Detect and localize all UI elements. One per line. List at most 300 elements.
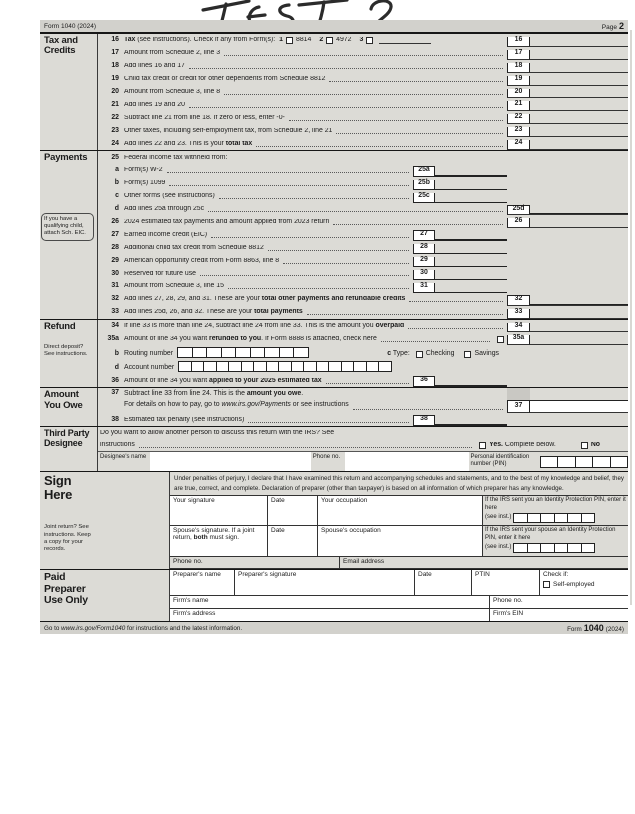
section-tax-and-credits	[40, 34, 628, 150]
line-33-text: Add lines 25d, 26, and 32. These are your	[124, 309, 255, 316]
line-21-box-label: 21	[507, 101, 530, 111]
firm-phone-field[interactable]	[490, 596, 628, 608]
line-25d-text: Add lines 25a through 25c	[124, 206, 205, 213]
line-22-row	[98, 111, 628, 124]
form-sheet	[40, 20, 628, 634]
line-28-text: Additional child tax credit from Schedule 8812	[124, 244, 264, 251]
line-24-box-label: 24	[507, 140, 530, 150]
checkbox-checking[interactable]	[416, 351, 423, 358]
line-20-number: 20	[111, 88, 119, 96]
line-25c-amount-field[interactable]	[435, 202, 507, 203]
line-27-amount-field[interactable]	[435, 239, 507, 241]
line-25c-text: Other forms (see instructions)	[124, 193, 215, 200]
line-30-text: Reserved for future use	[124, 270, 197, 277]
footer-form-word: Form	[567, 626, 582, 634]
line-16-text: (see instructions). Check if any from Form(s):	[135, 37, 276, 44]
dot-leader	[219, 198, 409, 199]
line-37-text2: .	[301, 390, 304, 398]
phone-field[interactable]	[170, 557, 340, 568]
line-37-text3: For details on how to pay, go to	[124, 401, 222, 409]
checkbox-self-employed[interactable]	[543, 581, 550, 588]
line-27-number: 27	[111, 230, 119, 238]
line-35a-row	[98, 332, 628, 345]
dot-leader	[326, 383, 409, 384]
line-32-bold: total other payments and refundable credits	[261, 296, 406, 303]
line-20-text: Amount from Schedule 3, line 8	[124, 89, 221, 96]
checkbox-form-8814[interactable]	[286, 37, 293, 44]
line-22-box-label: 22	[507, 114, 530, 124]
line-30-reserved-shaded-cell	[435, 279, 507, 280]
line-18-number: 18	[111, 62, 119, 70]
spouse-ippin-panel	[483, 526, 628, 556]
line-16-opt1: 1	[279, 37, 283, 44]
footer-form-number: 1040	[583, 623, 604, 634]
scanner-edge-artifact	[630, 30, 632, 605]
dot-leader	[353, 409, 503, 410]
checkbox-tpd-no[interactable]	[581, 442, 588, 449]
tpd-question-line2: instructions	[100, 441, 135, 448]
line-37-row	[98, 388, 628, 413]
page-header-bar	[40, 20, 628, 34]
line-16-bold: Tax	[124, 37, 136, 44]
line-18-amount-field[interactable]	[530, 72, 628, 73]
preparer-label-col	[40, 570, 170, 621]
line-28-row	[98, 241, 628, 254]
line-30-number: 30	[111, 269, 119, 277]
spouse-occupation-field[interactable]	[318, 526, 483, 556]
label-4972: 4972	[336, 37, 352, 44]
line-23-text: Other taxes, including self-employment tax, from Schedule 2, line 21	[124, 127, 333, 134]
phone-label: Phone no.	[173, 558, 203, 566]
line-16-amount-field[interactable]	[530, 46, 628, 47]
line-33-number: 33	[111, 308, 119, 316]
check-if-cell	[540, 570, 628, 595]
tpd-yes-text: Complete below.	[502, 441, 556, 448]
line-18-text: Add lines 16 and 17	[124, 63, 185, 70]
spouse-occupation-label: Spouse's occupation	[321, 527, 381, 535]
line-32-row	[98, 293, 628, 306]
tpd-label-col	[40, 427, 98, 471]
dot-leader	[381, 341, 490, 342]
owe-label-col	[40, 388, 98, 426]
tpd-yes-bold: Yes.	[489, 441, 503, 448]
line-21-amount-field[interactable]	[530, 110, 628, 111]
line-25b-box-label: 25b	[413, 180, 435, 190]
line-25-number: 25	[111, 153, 119, 161]
spouse-signature-label: Spouse's signature. If a joint return,	[173, 527, 255, 542]
spouse-signature-row	[170, 526, 628, 557]
line-38-number: 38	[111, 415, 119, 423]
page-footer-bar	[40, 621, 628, 634]
your-ippin-panel	[483, 496, 628, 525]
line-36-row	[98, 374, 628, 387]
dot-leader	[283, 263, 409, 264]
dot-leader	[167, 172, 409, 173]
line-18-box-label: 18	[507, 63, 530, 73]
line-34-bold: overpaid	[375, 323, 405, 330]
email-label: Email address	[343, 558, 385, 566]
dot-leader	[189, 68, 503, 69]
line-26-text: 2024 estimated tax payments and amount applied from 2023 return	[124, 218, 330, 225]
line-34-box-label: 34	[507, 323, 530, 333]
line-19-number: 19	[111, 75, 119, 83]
line-25b-text: Form(s) 1099	[124, 180, 166, 187]
line-35b-letter: b	[114, 349, 119, 357]
page-number: 2	[618, 21, 624, 31]
line-17-number: 17	[111, 49, 119, 57]
line-25c-letter: c	[115, 192, 119, 200]
line-20-amount-field[interactable]	[530, 97, 628, 98]
line-30-row	[98, 267, 628, 280]
line-29-amount-field[interactable]	[435, 266, 507, 267]
line-37-amount-field[interactable]	[530, 400, 628, 413]
firm-address-field[interactable]	[170, 609, 490, 622]
preparer-signature-label: Preparer's signature	[238, 571, 297, 579]
dot-leader	[224, 94, 503, 95]
line-32-box-label: 32	[507, 295, 530, 306]
dot-leader	[169, 185, 409, 186]
line-33-bold: total payments	[254, 309, 303, 316]
signature-date-field[interactable]	[268, 496, 318, 525]
section-payments	[40, 150, 628, 319]
line-22-text: Subtract line 21 from line 18. If zero or less, enter -0-	[124, 114, 285, 121]
line-17-box-label: 17	[507, 50, 530, 60]
line-16-row	[98, 34, 628, 47]
checking-label: Checking	[425, 349, 455, 357]
line-35a-text1: Amount of line 34 you want	[124, 335, 210, 342]
line-25-row	[98, 151, 628, 164]
line-23-number: 23	[111, 126, 119, 134]
line-19-amount-field[interactable]	[530, 85, 628, 86]
see-inst-label: (see inst.)	[485, 544, 512, 551]
line-35d-row	[98, 360, 628, 374]
section-title-refund: Refund	[44, 320, 76, 332]
line-24-bold: total tax	[225, 140, 253, 147]
firm-ein-field[interactable]	[490, 609, 628, 622]
perjury-statement: Under penalties of perjury, I declare that I have examined this return and accompanying schedules and statements, and to the best of my knowledge and belief, they are true, correct, and complete. Declaration of preparer (other than taxpayer) is based on all information of which preparer has any knowledge.	[170, 472, 628, 496]
dot-leader	[139, 447, 472, 448]
section-third-party-designee	[40, 426, 628, 471]
line-32-amount-field[interactable]	[530, 304, 628, 306]
line-35d-letter: d	[114, 363, 119, 371]
preparer-name-label: Preparer's name	[173, 571, 221, 579]
dot-leader	[256, 146, 503, 147]
line-25d-box-label: 25d	[507, 205, 530, 216]
spouse-ippin-label: If the IRS sent your spouse an Identity Protection PIN, enter it here	[485, 527, 616, 542]
line-35a-text2: . If Form 8888 is attached, check here	[261, 335, 377, 342]
section-title-preparer: Paid Preparer Use Only	[44, 571, 88, 607]
line-25a-box-label: 25a	[413, 166, 435, 177]
section-refund	[40, 319, 628, 388]
dot-leader	[333, 224, 503, 225]
line-28-number: 28	[111, 243, 119, 251]
designee-phone-field[interactable]	[345, 452, 469, 471]
line-16-number: 16	[111, 36, 119, 44]
shaded-strip	[507, 388, 530, 400]
line-23-row	[98, 124, 628, 137]
line-16-opt2: 2	[319, 37, 324, 44]
line-21-text: Add lines 19 and 20	[124, 101, 185, 108]
line-32-text: Add lines 27, 28, 29, and 31. These are your	[124, 296, 262, 303]
line-26-amount-field[interactable]	[530, 227, 628, 228]
type-letter-c: c	[387, 349, 392, 357]
line-27-text: Earned income credit (EIC)	[124, 231, 208, 238]
line-38-row	[98, 413, 628, 426]
line-35b-row	[98, 345, 628, 360]
dot-leader	[224, 55, 503, 56]
section-title-owe: Amount You Owe	[44, 389, 83, 411]
line-29-row	[98, 254, 628, 267]
firm-address-label: Firm's address	[173, 609, 216, 617]
line-33-box-label: 33	[507, 309, 530, 319]
line-29-box-label: 29	[413, 257, 435, 267]
line-34-text: If line 33 is more than line 24, subtract line 24 from line 33. This is the amount you	[124, 323, 376, 330]
section-title-sign: Sign Here	[44, 473, 73, 503]
line-34-number: 34	[111, 322, 119, 330]
spouse-signature-field[interactable]	[170, 526, 268, 556]
line-31-row	[98, 280, 628, 293]
dot-leader	[307, 314, 503, 315]
line-25d-letter: d	[114, 205, 119, 213]
section-title-payments: Payments	[44, 152, 88, 164]
line-17-row	[98, 47, 628, 60]
line-17-text: Amount from Schedule 2, line 3	[124, 50, 221, 57]
dot-leader	[208, 211, 503, 212]
line-25c-box-label: 25c	[413, 193, 435, 203]
date-label: Date	[271, 527, 285, 535]
checkbox-form-8888[interactable]	[497, 336, 504, 343]
ptin-field[interactable]	[472, 570, 540, 595]
form-title: Form 1040 (2024)	[44, 22, 97, 30]
preparer-row	[170, 570, 628, 596]
line-34-amount-field[interactable]	[530, 331, 628, 332]
line-24-row	[98, 137, 628, 150]
page-word: Page	[601, 24, 617, 31]
line-20-box-label: 20	[507, 89, 530, 99]
line-21-row	[98, 98, 628, 111]
dot-leader	[329, 81, 503, 82]
account-number-boxes[interactable]	[179, 361, 392, 372]
line-22-amount-field[interactable]	[530, 123, 628, 124]
line-36-text: Amount of line 34 you want	[124, 377, 210, 384]
line-24-number: 24	[111, 139, 119, 147]
line-19-box-label: 19	[507, 76, 530, 86]
routing-number-boxes[interactable]	[178, 347, 309, 358]
line-26-box-label: 26	[507, 218, 530, 228]
footer-instructions: Go to www.irs.gov/Form1040 for instructions and the latest information.	[44, 624, 243, 632]
line-36-number: 36	[111, 376, 119, 384]
dot-leader	[200, 275, 409, 276]
payments-label-col	[40, 151, 98, 319]
dot-leader	[409, 301, 503, 302]
right-blank	[530, 388, 628, 400]
firm-name-label: Firm's name	[173, 597, 209, 605]
designee-pin-label: Personal identification number (PIN)	[470, 454, 530, 468]
line-28-amount-field[interactable]	[435, 253, 507, 254]
line-33-row	[98, 306, 628, 319]
line-25a-letter: a	[115, 166, 119, 174]
line-17-amount-field[interactable]	[530, 59, 628, 60]
taxpayer-signature-row	[170, 496, 628, 526]
line-38-box-label: 38	[413, 415, 435, 426]
designee-pin-boxes[interactable]	[541, 452, 629, 471]
line-27-box-label: 27	[413, 230, 435, 241]
routing-number-label: Routing number	[124, 349, 174, 357]
line-37-text4: or see instructions	[290, 401, 349, 409]
spouse-both-bold: both	[193, 534, 208, 542]
dot-leader	[189, 107, 503, 108]
line-36-amount-field[interactable]	[435, 385, 507, 387]
line-21-number: 21	[111, 100, 119, 108]
line-25a-row	[98, 164, 628, 177]
dot-leader	[228, 288, 409, 289]
line-32-number: 32	[111, 295, 119, 303]
line-35a-number: 35a	[107, 334, 119, 342]
line-35a-amount-field[interactable]	[530, 344, 628, 345]
line-35a-box-label: 35a	[507, 335, 530, 345]
sign-label-col	[40, 472, 170, 569]
preparer-signature-field[interactable]	[235, 570, 415, 595]
line-31-amount-field[interactable]	[435, 292, 507, 293]
line-25b-row	[98, 177, 628, 190]
line-25b-letter: b	[114, 179, 119, 187]
line-37-box-label: 37	[507, 400, 530, 413]
line-36-box-label: 36	[413, 376, 435, 387]
your-signature-field[interactable]	[170, 496, 268, 525]
ptin-label: PTIN	[475, 571, 490, 579]
line-34-row	[98, 320, 628, 333]
check-if-label: Check if:	[543, 571, 569, 579]
designee-name-label: Designee's name	[100, 454, 147, 461]
account-number-label: Account number	[124, 363, 175, 371]
checkbox-savings[interactable]	[464, 351, 471, 358]
checkbox-form-other[interactable]	[366, 37, 373, 44]
line-23-amount-field[interactable]	[530, 136, 628, 137]
line-19-text: Child tax credit or credit for other dependents from Schedule 8812	[124, 76, 326, 83]
line-25c-row	[98, 190, 628, 203]
line-25-text: Federal income tax withheld from:	[124, 154, 228, 161]
direct-deposit-note: Direct deposit? See instructions.	[44, 343, 88, 358]
spouse-date-field[interactable]	[268, 526, 318, 556]
preparer-date-label: Date	[418, 571, 432, 579]
line-16-box-label: 16	[507, 37, 530, 47]
preparer-name-field[interactable]	[170, 570, 235, 595]
preparer-date-field[interactable]	[415, 570, 472, 595]
date-label: Date	[271, 497, 285, 505]
line-27-row	[98, 228, 628, 241]
line-31-text: Amount from Schedule 3, line 15	[124, 283, 224, 290]
tpd-question	[98, 427, 628, 451]
line-37-number: 37	[111, 389, 119, 397]
line-25d-row	[98, 203, 628, 216]
line-24-text: Add lines 22 and 23. This is your	[124, 140, 226, 147]
dot-leader	[336, 133, 503, 134]
tax-credits-label-col	[40, 34, 98, 150]
phone-email-row	[170, 557, 628, 569]
line-24-amount-field[interactable]	[530, 149, 628, 150]
dot-leader	[289, 120, 503, 121]
dot-leader	[211, 237, 409, 238]
type-label: Type:	[391, 349, 410, 357]
line-25d-amount-field[interactable]	[530, 213, 628, 215]
line-18-row	[98, 60, 628, 73]
firm-phone-label: Phone no.	[493, 597, 523, 605]
section-paid-preparer	[40, 569, 628, 621]
line-23-box-label: 23	[507, 127, 530, 137]
your-occupation-field[interactable]	[318, 496, 483, 525]
firm-ein-label: Firm's EIN	[493, 609, 524, 617]
line-38-amount-field[interactable]	[435, 424, 507, 426]
tpd-no-bold: No	[590, 441, 600, 448]
your-ippin-label: If the IRS sent you an Identity Protection PIN, enter it here	[485, 497, 626, 512]
see-inst-label: (see inst.)	[485, 514, 512, 521]
line-38-text: Estimated tax penalty (see instructions)	[124, 416, 245, 423]
line-16-other-form-blank[interactable]	[379, 43, 431, 44]
your-signature-label: Your signature	[173, 497, 215, 505]
refund-label-col	[40, 320, 98, 388]
footer-form-year: (2024)	[605, 626, 624, 634]
footer-url: www.irs.gov/Form1040	[61, 624, 126, 632]
line-16-opt3: 3	[359, 37, 364, 44]
line-37-text1: Subtract line 33 from line 24. This is the	[124, 390, 247, 398]
checkbox-tpd-yes[interactable]	[479, 442, 486, 449]
tpd-designee-row	[98, 451, 628, 471]
eic-margin-note: If you have a qualifying child, attach Sch. EIC.	[41, 213, 94, 241]
dot-leader	[268, 250, 409, 251]
line-31-box-label: 31	[413, 283, 435, 293]
line-36-bold: applied to your 2025 estimated tax	[209, 377, 322, 384]
line-29-number: 29	[111, 256, 119, 264]
label-8814: 8814	[295, 37, 312, 44]
line-26-number: 26	[111, 217, 119, 225]
line-33-amount-field[interactable]	[530, 318, 628, 319]
line-30-box-label: 30	[413, 270, 435, 280]
joint-return-note: Joint return? See instructions. Keep a copy for your records.	[44, 524, 91, 553]
self-employed-label: Self-employed	[553, 581, 595, 589]
line-20-row	[98, 86, 628, 99]
savings-label: Savings	[474, 349, 499, 357]
line-31-number: 31	[111, 282, 119, 290]
line-37-bold: amount you owe	[246, 390, 302, 398]
section-title-tax-credits: Tax and Credits	[44, 35, 78, 57]
line-19-row	[98, 73, 628, 86]
section-amount-you-owe	[40, 387, 628, 426]
checkbox-form-4972[interactable]	[326, 37, 333, 44]
line-25a-text: Form(s) W-2	[124, 167, 163, 174]
email-field[interactable]	[340, 557, 628, 568]
firm-address-row	[170, 609, 628, 622]
section-title-tpd: Third Party Designee	[44, 428, 90, 448]
line-26-row	[98, 215, 628, 228]
firm-name-field[interactable]	[170, 596, 490, 608]
firm-name-row	[170, 596, 628, 609]
line-29-text: American opportunity credit from Form 8863, line 8	[124, 257, 280, 264]
designee-name-field[interactable]	[150, 452, 311, 471]
tpd-question-line1: Do you want to allow another person to discuss this return with the IRS? See	[100, 429, 335, 436]
line-28-box-label: 28	[413, 244, 435, 254]
your-occupation-label: Your occupation	[321, 497, 368, 505]
designee-phone-label: Phone no.	[312, 454, 341, 461]
section-sign-here	[40, 471, 628, 569]
line-22-number: 22	[111, 113, 119, 121]
dot-leader	[248, 422, 409, 423]
line-35a-bold: refunded to you	[209, 335, 262, 342]
spouse-signature-label2: must sign.	[207, 534, 240, 542]
line-25b-amount-field[interactable]	[435, 189, 507, 190]
line-37-url: www.irs.gov/Payments	[221, 401, 291, 409]
dot-leader	[408, 328, 503, 329]
line-25a-amount-field[interactable]	[435, 175, 507, 177]
